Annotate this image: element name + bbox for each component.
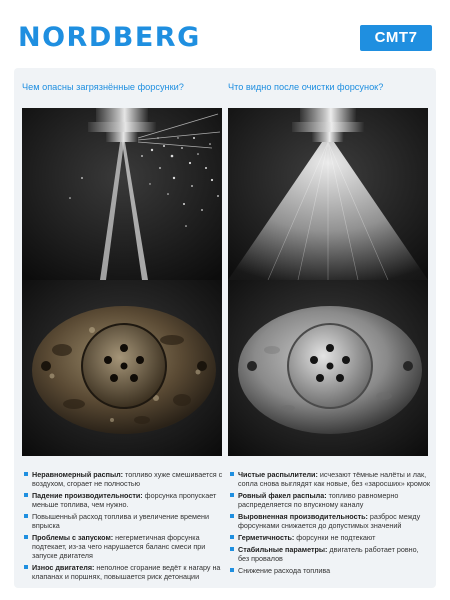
model-badge: CMT7 (360, 25, 432, 51)
dirty-column-title: Чем опасны загрязнённые форсунки? (22, 82, 184, 92)
bullet-square-icon (24, 493, 28, 497)
clean-nozzle-photo-icon (228, 280, 428, 456)
bullet-square-icon (24, 472, 28, 476)
bullet-square-icon (230, 514, 234, 518)
list-item: Ровный факел распыла: топливо равномерно распределяется по впускному каналу (230, 491, 430, 509)
bullet-square-icon (230, 472, 234, 476)
dirty-bullets-list (24, 470, 224, 584)
bullet-square-icon (24, 514, 28, 518)
bullet-square-icon (230, 493, 234, 497)
bullet-square-icon (230, 535, 234, 539)
clean-column-title: Что видно после очистки форсунок? (228, 82, 384, 92)
list-item: Неравномерный распыл: топливо хуже смешивается с воздухом, сгорает не полностью (24, 470, 224, 488)
bullet-square-icon (230, 568, 234, 572)
list-item: Выровненная производительность: разброс между форсунками снижается до допустимых значений (230, 512, 430, 530)
comparison-panel (14, 68, 436, 588)
list-item: Проблемы с запуском: негерметичная форсунка подтекает, из-за чего нарушается баланс смеси при запуске двигателя (24, 533, 224, 560)
clean-column (228, 68, 430, 575)
bullet-square-icon (24, 565, 28, 569)
bullet-square-icon (24, 535, 28, 539)
list-item: Падение производительности: форсунка пропускает меньше топлива, чем нужно. (24, 491, 224, 509)
list-item: Повышенный расход топлива и увеличение времени впрыска (24, 512, 224, 530)
list-item: Герметичность: форсунки не подтекают (230, 533, 430, 542)
dirty-column (22, 68, 223, 581)
clean-spray-photo-icon (228, 108, 428, 280)
list-item: Износ двигателя: неполное сгорание ведёт к нагару на клапанах и поршнях, повышается риск детонации (24, 563, 224, 581)
dirty-nozzle-photo-icon (22, 280, 222, 456)
brand-logo: NORDBERG (18, 22, 201, 53)
clean-bullets-list (230, 470, 430, 578)
bullet-square-icon (230, 547, 234, 551)
list-item: Стабильные параметры: двигатель работает ровно, без провалов (230, 545, 430, 563)
dirty-spray-photo-icon (22, 108, 222, 280)
list-item: Чистые распылители: исчезают тёмные налёты и лак, сопла снова выглядят как новые, без «заросших» кромок (230, 470, 430, 488)
list-item: Снижение расхода топлива (230, 566, 430, 575)
header (0, 0, 450, 70)
